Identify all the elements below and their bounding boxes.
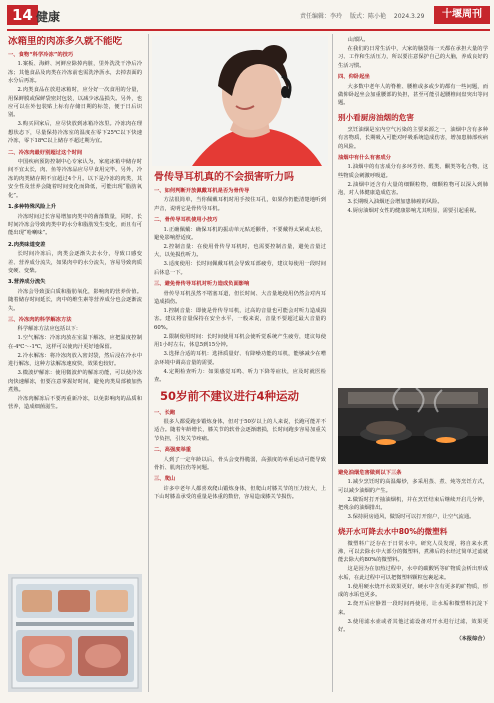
subheading: 3.营养成分流失	[8, 279, 46, 286]
paragraph: 4.定期检查听力：如果感觉耳鸣、听力下降等症状，应及时就医检查。	[154, 368, 326, 384]
paragraph: 微塑料广泛存在于日常水中。研究人员发现，将自来水煮沸，可以去除水中大部分的微塑料，煮沸后的水经过简单过滤就能去除大约80%的微塑料。	[338, 540, 488, 564]
paragraph: 3.适度使用：长时间佩戴耳机会导致耳部疲劳，建议每使用一段时间后休息一下。	[154, 261, 326, 276]
paragraph: 中国疾病预防控制中心专家认为，家庭冰箱中储存时间不宜太长，肉、鱼等冷冻品应尽早食用完毕。另外，冷冻的肉类储存期不宜超过4个月。以下是冷冻的肉类，其安全性及营养会随着时间变化而降低，可能出现“脂肪氧化”。	[8, 159, 142, 199]
earphone-woman-image	[152, 36, 328, 166]
paragraph: 烹饪油烟是室内空气污染的主要来源之一，油烟中含有多种有害物质，长期吸入可能对呼吸系统造成伤害，增加患肺部疾病的风险。	[338, 126, 488, 150]
paragraph: 2.冷水解冻：将冷冻肉放入密封袋，然后浸在冷水中进行解冻，这种方法解冻速度快，效果也较好。	[8, 352, 142, 368]
paragraph: 1.正确佩戴：确保耳机的振动单元贴近颧骨，不要戴得太紧或太松，避免影响舒适度。	[154, 226, 326, 242]
paragraph: 1.使用硬水烧开水效果更好，硬水中含有更多的矿物质，形成的水垢也更多。	[338, 583, 488, 599]
paragraph: 骨传导耳机虽然不堵塞耳道，但长时间、大音量地使用仍然会对内耳造成损伤。	[154, 290, 326, 306]
article-frozen-meat	[8, 36, 142, 566]
paragraph: 在我们的日常生活中，大家的脑袋每一天都在承担大量的学习、工作和生活压力，所以要注意保护自己的大脑，养成良好的生活习惯。	[338, 46, 488, 69]
paragraph: 山部队。	[347, 37, 369, 43]
subheading: 三、冷冻肉的科学解冻方法	[8, 316, 72, 323]
paragraph: 冷冻会导致蛋白质和脂肪氧化，影响肉的营养价值。随着储存时间延长，肉中的维生素等营养成分也会逐渐流失。	[8, 288, 142, 312]
subheading: 油烟中有什么有害成分	[338, 155, 391, 162]
subheading: 二、高强度举重	[154, 447, 192, 454]
header-rule	[7, 29, 490, 31]
kitchen-stove-image	[338, 388, 488, 464]
fridge-meat-photo	[8, 574, 142, 692]
subheading: 三、爬山	[154, 476, 176, 483]
issue-date: 2024.3.29	[393, 13, 425, 20]
paragraph: 大多数中老年人的脊椎、腰椎或多或少的都有一些问题，而做仰卧起坐会加重腰部的负担，甚至可能引起腰椎间盘突出等问题。	[338, 83, 488, 107]
paragraph: 1.油烟中的有害成分有多环芳烃、醛类、酮类等化合物，这些物质会刺激呼吸道。	[338, 164, 488, 179]
paragraph: 4.厨房油烟对女性的健康影响尤其明显，需要引起重视。	[347, 208, 480, 215]
headline-bone-conduction: 骨传导耳机真的不会损害听力吗	[154, 172, 294, 183]
paragraph: 3.购买回家后，应尽快放到冰箱冷冻里。冷冻肉在理想状态下，尽量保持冷冻室的温度在零下25℃以下快速冷冻，零下18℃以上储存不超过期为宜。	[8, 121, 142, 145]
article1-body	[8, 51, 142, 412]
subheading: 二、骨传导耳机使用小技巧	[154, 217, 218, 224]
subheading: 1.多种特殊风险上升	[8, 204, 57, 211]
subheading: 一、食物“科学冷冻”的技巧	[8, 52, 74, 58]
article3-body-bottom	[338, 469, 488, 643]
paragraph: 2.控制音量：在使用骨传导耳机时，也需要控制音量，避免音量过大，以免损伤听力。	[154, 244, 326, 259]
paragraph: 这是因为在加热过程中，水中的碳酸钙等矿物质会析出形成水垢，在此过程中可以把微塑料颗粒包裹起来。	[338, 566, 488, 581]
paragraph: 冷冻肉解冻后不要再重新冷冻，以免影响肉的品质和营养，造成细菌滋生。	[8, 396, 142, 411]
paragraph: 2.做饭时打开抽油烟机，并在烹饪结束后继续开启几分钟，把残余的油烟排出。	[338, 496, 488, 512]
paragraph: 1.案板、海鲜、河鲜应除掉内脏，里外洗洗干净后冷冻；其他食品及肉类在冷冻前也需洗净沥水，去掉表面的水分后再冻。	[8, 61, 142, 85]
paragraph: 1.空气解冻：冷冻肉放在室温下解冻，应把温度控制在-4℃～-1℃，这样可以使肉汁更好地保留。	[8, 335, 142, 350]
page-header	[0, 0, 494, 30]
editor-name: 责任编辑：李玲	[300, 13, 343, 20]
subheading: 二、冷冻肉最好别超过这个时间	[8, 149, 83, 156]
headline-frozen-meat: 冰箱里的肉冻多久就不能吃	[8, 36, 123, 47]
earphone-woman-photo	[152, 36, 328, 166]
column-divider-left	[148, 34, 149, 692]
fridge-meat-image	[8, 574, 142, 692]
subheading: 50岁前不建议进行4种运动	[160, 388, 300, 403]
kitchen-stove-photo	[338, 388, 488, 464]
paragraph: 2.限制使用时间：长时间使用耳机会使听觉系统产生疲劳，建议每使用1小时左右，休息5到15分钟。	[154, 333, 326, 349]
subheading: 烧开水可降去水中80%的微塑料	[338, 526, 448, 536]
subheading: 2.肉类味道变差	[8, 241, 46, 248]
section-title: 健康	[36, 10, 61, 24]
subheading: 三、避免骨传导耳机对听力造成负面影响	[154, 281, 250, 288]
paragraph: 许多中老年人都喜欢爬山锻炼身体，但爬山对膝关节的压力较大，上下山时膝盖承受的重量是体重的数倍，容易造成膝关节损伤。	[154, 485, 326, 501]
article2-body	[154, 187, 326, 502]
paragraph: 3.微波炉解冻：使用微波炉的解冻功能，可以使冷冻肉快速解冻，但要注意掌握好时间，避免肉类局部被加热煮熟。	[8, 370, 142, 393]
paragraph: 2.烧开后应静置一段时间再使用，让水垢和微塑料沉淀下来。	[338, 601, 488, 616]
subheading: 别小看厨房油烟的危害	[338, 112, 414, 122]
page-number: 14	[7, 5, 38, 25]
article-microplastics	[338, 466, 488, 694]
paragraph: 3.长期吸入油烟还会增加患肺癌的风险。	[347, 199, 443, 206]
paragraph: 2.油烟中还含有大量的细颗粒物，细颗粒物可以深入到肺泡，对人体健康造成危害。	[338, 181, 488, 197]
column-divider-right	[332, 34, 333, 692]
source-note: （本报综合）	[456, 636, 488, 643]
designer-name: 版式：陈小艳	[349, 13, 386, 20]
paragraph: 1.减少烹饪时的高温爆炒，多采用蒸、煮、炖等烹饪方式，可以减少油烟的产生。	[338, 479, 488, 494]
article-kitchen-smoke	[338, 36, 488, 384]
paragraph: 2.肉类食品在放进冰箱时，应分好一次食用的分量，用保鲜膜或保鲜袋密封包装，以减少冰晶损失。另外，也应可以在外包装贴上标有存储日期的标签，便于日后识别。	[8, 87, 142, 119]
masthead-logo: 十堰周刊	[434, 6, 490, 24]
article-bone-conduction	[154, 168, 326, 692]
subheading: 一、长跑	[154, 409, 176, 416]
paragraph: 冷冻时间过长容易增加肉类中的菌落数量，同时，长时间冷冻会导致肉类中的水分和脂肪发生变化，而且有可能出现“哈喇味”。	[8, 213, 142, 237]
editor-info	[300, 11, 430, 20]
subheading: 四、仰卧起坐	[338, 74, 370, 81]
paragraph: 长时间冷冻后，肉类会逐渐失去水分，导致口感变差、营养成分流失，如果肉中的水分流失，容易导致肉质变硬、变柴。	[8, 251, 142, 274]
paragraph: 3.选择合适的耳机：选择质量好、有降噪功能的耳机，能够减少在嘈杂环境中调高音量的需要。	[154, 351, 326, 366]
paragraph: 很多人都爱跑步锻炼身体，但对于50岁以上的人来说，长跑可能并不适合。随着年龄增长，膝关节的软骨会逐渐磨损，长时间跑步容易加重关节负担，引发关节疼痛。	[154, 418, 326, 442]
paragraph: 3.保持厨房通风，做饭时可以打开窗户，让空气流通。	[347, 514, 475, 521]
paragraph: 3.使用滤水壶或者其他过滤设备对开水进行过滤，效果更好。	[338, 618, 488, 634]
article3-body-top	[338, 36, 488, 216]
paragraph: 1.控制音量：即使是骨传导耳机，过高的音量也可能会对听力造成损害。建议将音量保持在安全水平，一般来说，音量不要超过最大音量的60%。	[154, 308, 326, 331]
paragraph: 人到了一定年龄以后，骨头会变得脆弱，高强度的举重运动可能导致骨折、肌肉拉伤等问题。	[154, 456, 326, 471]
subheading: 避免油烟危害做到以下三条	[338, 470, 402, 476]
paragraph: 科学解冻方法应包括以下：	[17, 326, 82, 333]
paragraph: 方法很简单，当你佩戴耳机时用手按住耳孔，如果你仍能清楚地听到声音，说明它是骨传导耳机。	[154, 197, 326, 212]
subheading: 一、如何判断开放佩戴耳机是否为骨传导	[154, 188, 250, 194]
